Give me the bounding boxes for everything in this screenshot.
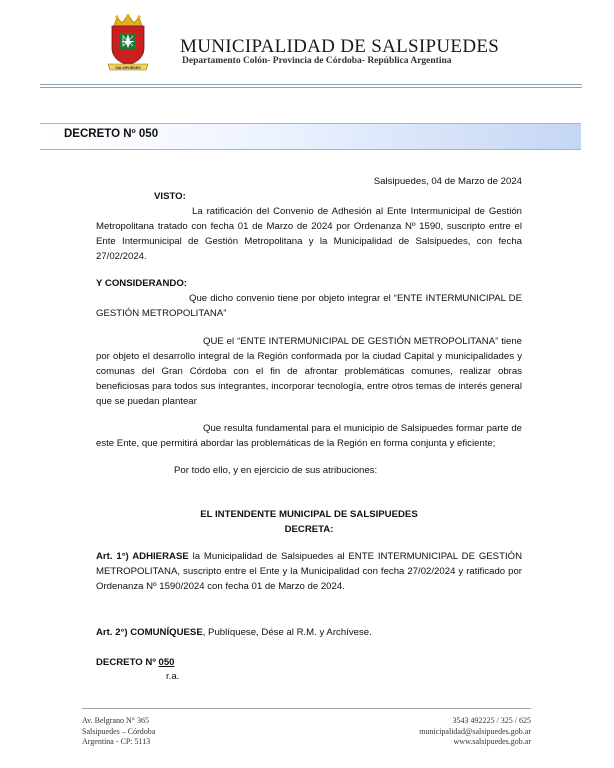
article-1 (96, 549, 522, 594)
municipality-subtitle: Departamento Colón- Provincia de Córdoba- República Argentina (182, 56, 452, 66)
footer-email-link[interactable]: municipalidad@salsipuedes.gob.ar (419, 726, 531, 736)
considerando-paragraph-3: Que resulta fundamental para el municipio de Salsipuedes formar parte de este Ente, que permitirá abordar las problemáticas de la Región en forma conjunta y eficiente; (96, 423, 522, 449)
considerando-paragraph-2: QUE el “ENTE INTERMUNICIPAL DE GESTIÓN METROPOLITANA” tiene por objeto el desarrollo integral de la Región conformada por la ciudad Capital y municipalidades y comunas del Gran Córdoba con el fin de afrontar problemáticas comunes, realizar obras beneficiosas para todos sus integrantes, incorporar tecnología, entre otros temas de interés general que se puedan plantear (96, 336, 522, 407)
decree-title: DECRETO Nº 050 (64, 128, 159, 140)
closing-decree-label: DECRETO Nº (96, 657, 159, 668)
por-todo-line: Por todo ello, y en ejercicio de sus atribuciones: (174, 465, 378, 476)
footer-website-link[interactable]: www.salsipuedes.gob.ar (453, 737, 531, 746)
article-2-label: Art. 2°) COMUNÍQUESE (96, 627, 203, 638)
considerando-paragraph-1: Que dicho convenio tiene por objeto integrar el “ENTE INTERMUNICIPAL DE GESTIÓN METROPOLITANA” (96, 293, 522, 319)
article-1-text: la Municipalidad de Salsipuedes al ENTE INTERMUNICIPAL DE GESTIÓN METROPOLITANA, suscripto entre el Ente y la Municipalidad con fecha 27/02/2024 y ratificado por Ordenanza Nº 1590/2024 con fecha 01 de Marzo de 2024. (96, 551, 522, 592)
header-divider (40, 84, 582, 85)
article-1-label: Art. 1°) ADHIERASE (96, 551, 189, 562)
footer-address (82, 716, 155, 748)
footer-contact (330, 716, 531, 748)
footer-phone: 3543 492225 / 325 / 625 (452, 716, 531, 725)
date-line: Salsipuedes, 04 de Marzo de 2024 (373, 176, 522, 187)
visto-heading: VISTO: (154, 191, 186, 202)
visto-paragraph: La ratificación del Convenio de Adhesión al Ente Intermunicipal de Gestión Metropolitana tratado con fecha 01 de Marzo de 2024 por Ordenanza Nº 1590, suscripto entre el Ente Intermunicipal de Gestión Metropolitana y la Municipalidad de Salsipuedes, con fecha 27/02/2024. (96, 206, 522, 262)
municipal-crest-logo (107, 14, 149, 74)
footer-address-line: Av. Belgrano N° 365 (82, 716, 149, 725)
closing-decree-number (96, 655, 175, 670)
decreta-heading: DECRETA: (284, 524, 334, 535)
svg-text:SALSIPUEDES: SALSIPUEDES (115, 65, 141, 70)
footer-divider (82, 708, 531, 709)
article-2-text: , Publíquese, Dése al R.M. y Archívese. (202, 627, 372, 638)
closing-decree-value: 050 (158, 657, 175, 668)
header-divider-secondary (40, 87, 582, 88)
footer-address-line: Salsipuedes – Córdoba (82, 726, 156, 736)
intendente-heading: EL INTENDENTE MUNICIPAL DE SALSIPUEDES (200, 509, 418, 520)
considerando-heading: Y CONSIDERANDO: (96, 278, 187, 289)
initials: r.a. (166, 671, 180, 682)
footer-address-line: Argentina - CP: 5113 (82, 737, 151, 746)
article-2 (96, 625, 522, 640)
municipality-title: MUNICIPALIDAD DE SALSIPUEDES (180, 36, 500, 57)
